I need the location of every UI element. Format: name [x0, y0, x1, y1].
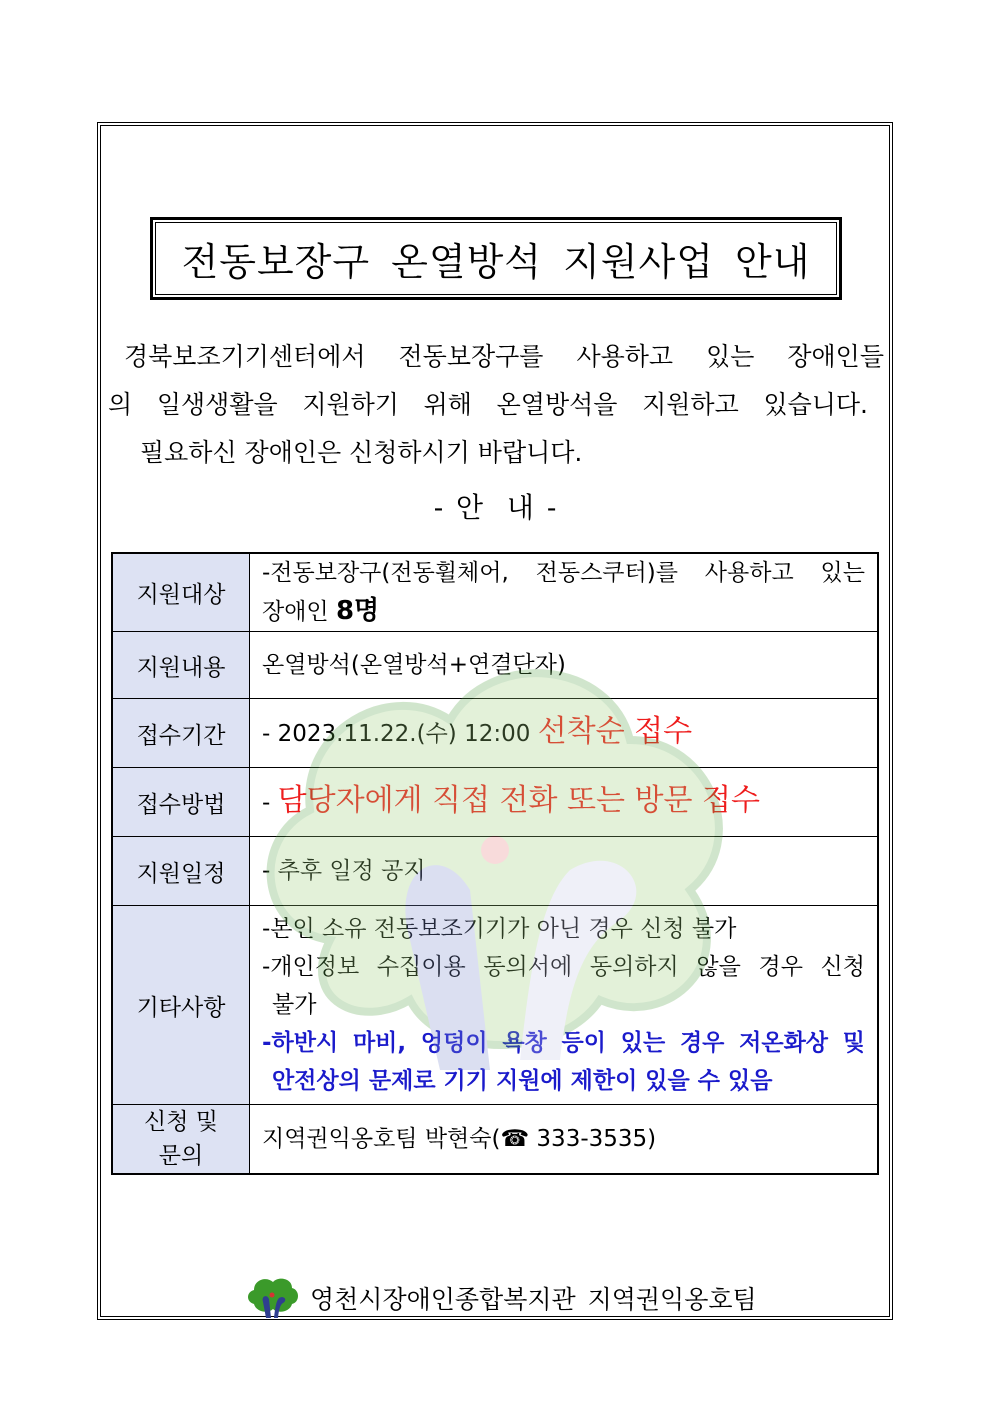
- guide-heading: [0, 486, 992, 526]
- period-label: 접수기간: [112, 699, 250, 768]
- schedule-label: 지원일정: [112, 837, 250, 906]
- table-row: [112, 699, 878, 768]
- schedule-value: - 추후 일정 공지: [250, 837, 879, 906]
- info-table: [111, 552, 879, 1175]
- intro-line-1: 경북보조기기센터에서 전동보장구를 사용하고 있는 장애인들: [124, 342, 884, 371]
- table-row: [112, 553, 878, 632]
- table-row: [112, 837, 878, 906]
- page-title: 전동보장구 온열방석 지원사업 안내: [181, 240, 811, 284]
- etc-line-3b: 안전상의 문제로 기기 지원에 제한이 있을 수 있음: [272, 1068, 773, 1094]
- inquiry-label-line-2: 문의: [158, 1143, 204, 1169]
- table-row: [112, 1105, 878, 1175]
- inquiry-label: [112, 1105, 250, 1175]
- inquiry-label-line-1: 신청 및: [144, 1109, 218, 1135]
- etc-line-3a: -하반시 마비, 엉덩이 욕창 등이 있는 경우 저온화상 및: [262, 1030, 865, 1056]
- intro-line-3: 필요하신 장애인은 신청하시기 바랍니다.: [140, 438, 583, 467]
- content-label: 지원내용: [112, 632, 250, 699]
- etc-value: [250, 906, 879, 1105]
- method-value: [250, 768, 879, 837]
- footer: [246, 1272, 757, 1324]
- target-count: 8명: [335, 596, 380, 626]
- footer-organization: 영천시장애인종합복지관 지역권익옹호팀: [310, 1285, 757, 1314]
- guide-heading-text: - 안 내 -: [433, 491, 559, 524]
- etc-line-2a: -개인정보 수집이용 동의서에 동의하지 않을 경우 신청: [262, 954, 865, 980]
- table-row: [112, 632, 878, 699]
- table-row: [112, 768, 878, 837]
- intro-line-2: 의 일생생활을 지원하기 위해 온열방석을 지원하고 있습니다.: [108, 390, 868, 419]
- method-prefix: -: [262, 790, 271, 816]
- target-value-text: 장애인: [262, 599, 329, 625]
- target-value-line-2: [262, 592, 865, 631]
- period-value: [250, 699, 879, 768]
- etc-label: 기타사항: [112, 906, 250, 1105]
- period-highlight: 선착순 접수: [537, 714, 693, 749]
- method-highlight: 담당자에게 직접 전화 또는 방문 접수: [277, 783, 761, 818]
- etc-line-1: -본인 소유 전동보조기기가 아닌 경우 신청 불가: [262, 916, 737, 942]
- title-box: [150, 217, 842, 300]
- target-label: 지원대상: [112, 553, 250, 632]
- table-row: [112, 906, 878, 1105]
- method-label: 접수방법: [112, 768, 250, 837]
- target-value: [250, 553, 879, 632]
- etc-line-2b: 불가: [272, 992, 317, 1018]
- period-date: - 2023.11.22.(수) 12:00: [262, 721, 531, 747]
- target-value-line-1: -전동보장구(전동휠체어, 전동스쿠터)를 사용하고 있는: [262, 560, 865, 586]
- organization-logo-icon: [246, 1276, 300, 1320]
- inquiry-value: 지역권익옹호팀 박현숙(☎ 333-3535): [250, 1105, 879, 1175]
- content-value: 온열방석(온열방석+연결단자): [250, 632, 879, 699]
